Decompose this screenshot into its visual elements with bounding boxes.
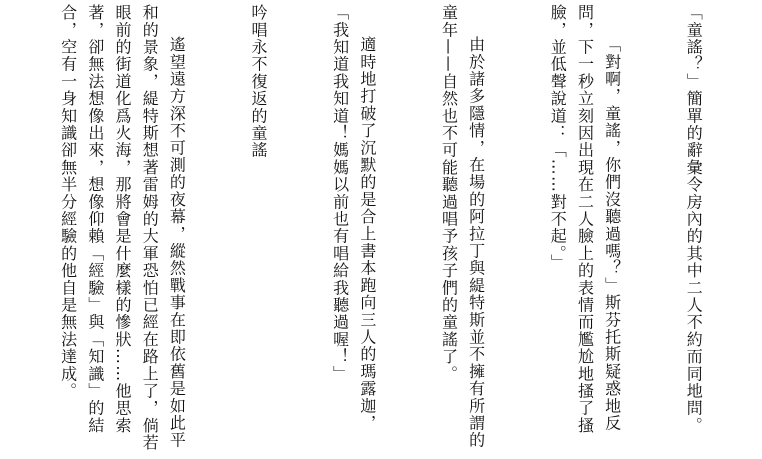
paragraph-question: 「童謠？」簡單的辭彙令房內的其中二人不約而同地問。 [684,4,704,434]
section-heading: 吟唱永不復返的童謠 [249,4,269,159]
paragraph-night-sky: 遙望遠方深不可測的夜幕，縱然戰事在即依舊是如此平和的景象，緹特斯想著雷姆的大軍恐怕已經在路上了，倘若眼前的街道化爲火海，那將會是什麼樣的慘狀……他思索著，卻無法想像出來，想像仰賴「經驗」與「知識」的結合，空有一身知識卻無半分經驗的他自是無法達成。 [58,4,187,452]
paragraph-sphinx-reply: 「對啊，童謠，你們沒聽過嗎？」斯芬托斯疑惑地反問，下一秒立刻因出現在二人臉上的表情而尷尬地搔了搔臉，並低聲說道：「……對不起。」 [548,4,622,434]
paragraph-marouka: 適時地打破了沉默的是合上書本跑向三人的瑪露迦，「我知道我知道！媽媽以前也有唱給我聽過喔！」 [330,4,377,432]
paragraph-no-childhood: 由於諸多隱情，在場的阿拉丁與緹特斯並不擁有所謂的童年——自然也不可能聽過唱予孩子們的童謠了。 [439,4,486,449]
vertical-text-body [0,4,762,456]
